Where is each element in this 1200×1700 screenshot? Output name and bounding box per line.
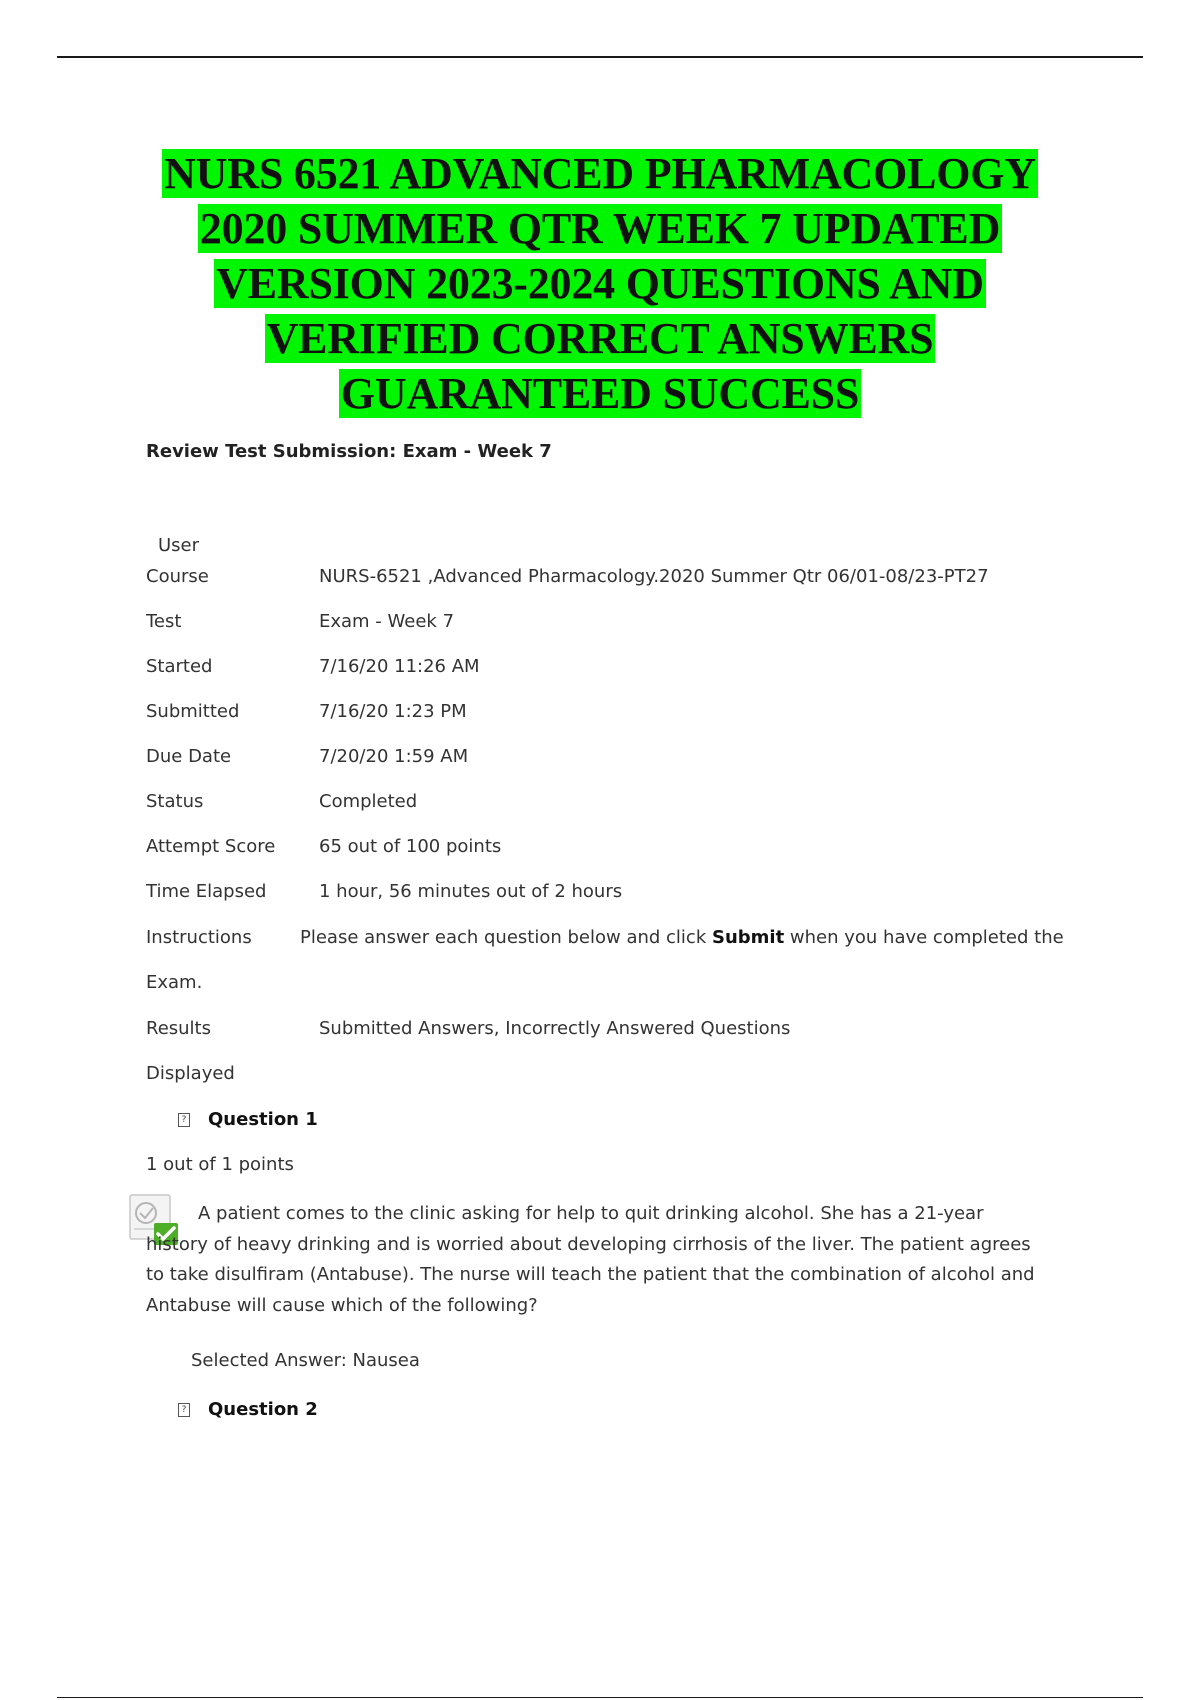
status-value: Completed: [319, 791, 418, 812]
submitted-label: Submitted: [146, 701, 240, 722]
review-subheading: Review Test Submission: Exam - Week 7: [146, 441, 552, 462]
instructions-text-end: when you have completed the: [784, 927, 1064, 948]
instructions-submit-word: Submit: [711, 927, 785, 948]
title-line-4: VERIFIED CORRECT ANSWERS: [266, 314, 934, 363]
attempt-score-label: Attempt Score: [146, 836, 276, 857]
submitted-value: 7/16/20 1:23 PM: [319, 701, 467, 722]
question-1-title: Question 1: [208, 1109, 318, 1130]
bottom-rule: [57, 1697, 1143, 1698]
top-rule: [57, 56, 1143, 58]
question-1-heading[interactable]: [178, 1109, 318, 1130]
question-marker-icon: ?: [178, 1403, 190, 1417]
instructions-label: Instructions: [146, 927, 252, 948]
title-line-2: 2020 SUMMER QTR WEEK 7 UPDATED: [199, 204, 1001, 253]
question-1-points: 1 out of 1 points: [146, 1154, 294, 1175]
test-label: Test: [146, 611, 182, 632]
results-label: Results: [146, 1018, 211, 1039]
title-line-3: VERSION 2023-2024 QUESTIONS AND: [216, 259, 984, 308]
course-value: NURS-6521 ,Advanced Pharmacology.2020 Summer Qtr 06/01-08/23-PT27: [319, 566, 989, 587]
instructions-text-start: Please answer each question below and click: [300, 927, 712, 948]
status-label: Status: [146, 791, 204, 812]
time-elapsed-value: 1 hour, 56 minutes out of 2 hours: [319, 881, 623, 902]
due-date-label: Due Date: [146, 746, 232, 767]
question-2-heading[interactable]: [178, 1399, 318, 1420]
user-label: User: [158, 535, 200, 556]
question-2-title: Question 2: [208, 1399, 318, 1420]
instructions-value: [300, 927, 1064, 948]
title-line-1: NURS 6521 ADVANCED PHARMACOLOGY: [164, 149, 1036, 198]
course-label: Course: [146, 566, 209, 587]
title-line-5: GUARANTEED SUCCESS: [340, 369, 860, 418]
due-date-value: 7/20/20 1:59 AM: [319, 746, 469, 767]
started-value: 7/16/20 11:26 AM: [319, 656, 480, 677]
attempt-score-value: 65 out of 100 points: [319, 836, 502, 857]
results-value: Submitted Answers, Incorrectly Answered Questions: [319, 1018, 791, 1039]
document-title: [100, 146, 1100, 421]
time-elapsed-label: Time Elapsed: [146, 881, 267, 902]
question-1-selected-answer: Selected Answer: Nausea: [191, 1350, 420, 1371]
question-1-text: [146, 1199, 1046, 1321]
started-label: Started: [146, 656, 213, 677]
question-marker-icon: ?: [178, 1113, 190, 1127]
instructions-continuation: Exam.: [146, 972, 203, 993]
question-1-body: A patient comes to the clinic asking for help to quit drinking alcohol. She has a 21-year history of heavy drinking and is worried about developing cirrhosis of the liver. The patient agrees to take disulfiram (Antabuse). The nurse will teach the patient that the combination of alcohol and Antabuse will cause which of the following?: [146, 1203, 1035, 1316]
results-label-continuation: Displayed: [146, 1063, 235, 1084]
test-value: Exam - Week 7: [319, 611, 455, 632]
